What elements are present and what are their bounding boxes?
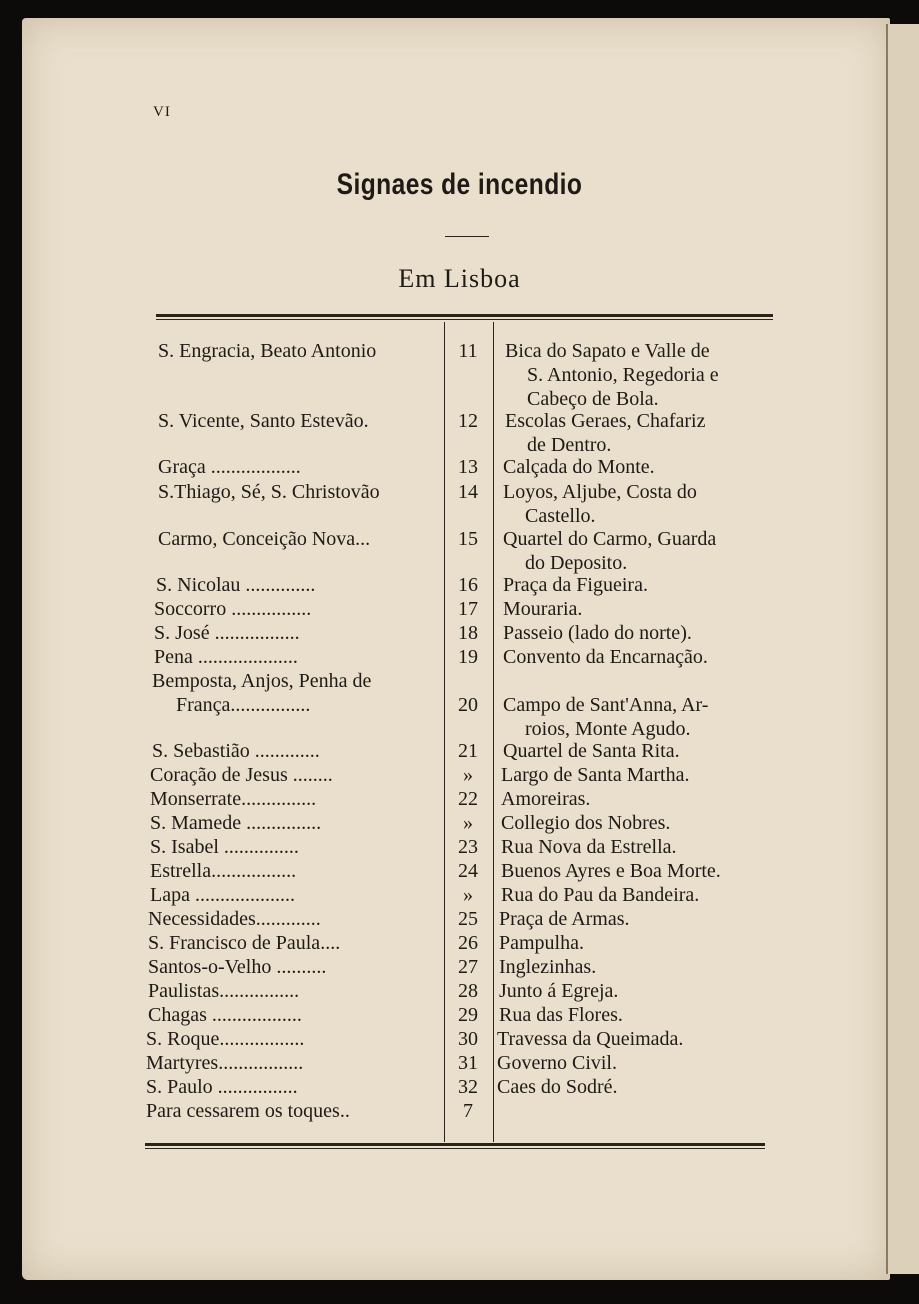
row-name: Lapa .................... bbox=[150, 884, 295, 906]
row-name: S. Isabel ............... bbox=[150, 836, 299, 858]
row-name: Bemposta, Anjos, Penha de bbox=[152, 670, 372, 692]
signal-number: 20 bbox=[458, 694, 478, 716]
signal-location: Campo de Sant'Anna, Ar- bbox=[503, 694, 709, 716]
signal-number: 25 bbox=[458, 908, 478, 930]
signal-location: do Deposito. bbox=[525, 552, 628, 574]
signal-location: Amoreiras. bbox=[501, 788, 591, 810]
row-name: S. Francisco de Paula.... bbox=[148, 932, 341, 954]
row-name: Necessidades............. bbox=[148, 908, 321, 930]
table-top-rule-thin bbox=[156, 319, 773, 320]
row-name: Coração de Jesus ........ bbox=[150, 764, 333, 786]
signal-location: Quartel do Carmo, Guarda bbox=[503, 528, 717, 550]
signal-location: Caes do Sodré. bbox=[497, 1076, 618, 1098]
row-name: S. Paulo ................ bbox=[146, 1076, 298, 1098]
signal-number: 23 bbox=[458, 836, 478, 858]
row-name: S. Sebastião ............. bbox=[152, 740, 320, 762]
signal-location: Rua do Pau da Bandeira. bbox=[501, 884, 700, 906]
signal-number: 13 bbox=[458, 456, 478, 478]
signal-location: Junto á Egreja. bbox=[499, 980, 619, 1002]
signal-location: Mouraria. bbox=[503, 598, 583, 620]
signal-location: Calçada do Monte. bbox=[503, 456, 655, 478]
signal-location: Convento da Encarnação. bbox=[503, 646, 708, 668]
page-subtitle: Em Lisboa bbox=[398, 264, 521, 293]
signal-location: Praça de Armas. bbox=[499, 908, 630, 930]
signal-number: 28 bbox=[458, 980, 478, 1002]
row-name: S.Thiago, Sé, S. Christovão bbox=[158, 481, 380, 503]
column-divider-left bbox=[444, 322, 445, 1142]
signal-location: Buenos Ayres e Boa Morte. bbox=[501, 860, 721, 882]
row-name: S. Roque................. bbox=[146, 1028, 305, 1050]
row-name: Pena .................... bbox=[154, 646, 298, 668]
row-name: S. Engracia, Beato Antonio bbox=[158, 340, 377, 362]
title-divider bbox=[445, 236, 489, 237]
table-bottom-rule bbox=[145, 1143, 765, 1146]
signal-location: Quartel de Santa Rita. bbox=[503, 740, 680, 762]
signal-number: 19 bbox=[458, 646, 478, 668]
page-title: Signaes de incendio bbox=[336, 168, 583, 201]
signal-number: 21 bbox=[458, 740, 478, 762]
signal-number: 32 bbox=[458, 1076, 478, 1098]
signal-location: roios, Monte Agudo. bbox=[525, 718, 691, 740]
signal-location: Passeio (lado do norte). bbox=[503, 622, 692, 644]
signal-number: 27 bbox=[458, 956, 478, 978]
signal-location: Castello. bbox=[525, 505, 596, 527]
row-name: Santos-o-Velho .......... bbox=[148, 956, 327, 978]
signal-location: S. Antonio, Regedoria e bbox=[527, 364, 719, 386]
column-divider-right bbox=[493, 322, 494, 1142]
row-name: Monserrate............... bbox=[150, 788, 317, 810]
signal-location: Rua das Flores. bbox=[499, 1004, 623, 1026]
signal-number: 12 bbox=[458, 410, 478, 432]
row-name: Chagas .................. bbox=[148, 1004, 302, 1026]
signal-number: 22 bbox=[458, 788, 478, 810]
signal-number: » bbox=[463, 764, 473, 786]
signal-number: 26 bbox=[458, 932, 478, 954]
signal-number: 29 bbox=[458, 1004, 478, 1026]
signal-location: Largo de Santa Martha. bbox=[501, 764, 690, 786]
signal-location: Pampulha. bbox=[499, 932, 584, 954]
row-name-continuation: França................ bbox=[176, 694, 311, 716]
signal-number: 7 bbox=[463, 1100, 473, 1122]
signal-location: Collegio dos Nobres. bbox=[501, 812, 671, 834]
row-name: Para cessarem os toques.. bbox=[146, 1100, 350, 1122]
signal-number: 11 bbox=[458, 340, 478, 362]
signal-location: Escolas Geraes, Chafariz bbox=[505, 410, 706, 432]
signal-location: Rua Nova da Estrella. bbox=[501, 836, 677, 858]
signal-location: Governo Civil. bbox=[497, 1052, 617, 1074]
row-name: S. Vicente, Santo Estevão. bbox=[158, 410, 369, 432]
row-name: S. Nicolau .............. bbox=[156, 574, 316, 596]
row-name: Paulistas................ bbox=[148, 980, 300, 1002]
signal-number: » bbox=[463, 884, 473, 906]
signal-location: de Dentro. bbox=[527, 434, 612, 456]
signal-location: Bica do Sapato e Valle de bbox=[505, 340, 710, 362]
page-number: VI bbox=[153, 104, 171, 120]
row-name: Estrella................. bbox=[150, 860, 297, 882]
signal-number: 17 bbox=[458, 598, 478, 620]
table-top-rule bbox=[156, 314, 773, 317]
row-name: Soccorro ................ bbox=[154, 598, 312, 620]
row-name: S. José ................. bbox=[154, 622, 300, 644]
next-page-edge bbox=[886, 24, 919, 1274]
signal-location: Praça da Figueira. bbox=[503, 574, 648, 596]
signal-number: 31 bbox=[458, 1052, 478, 1074]
row-name: Carmo, Conceição Nova... bbox=[158, 528, 371, 550]
table-bottom-rule-thin bbox=[145, 1148, 765, 1149]
signal-number: 30 bbox=[458, 1028, 478, 1050]
signal-location: Inglezinhas. bbox=[499, 956, 597, 978]
signal-number: 24 bbox=[458, 860, 478, 882]
signal-location: Loyos, Aljube, Costa do bbox=[503, 481, 697, 503]
signal-number: 16 bbox=[458, 574, 478, 596]
signal-number: » bbox=[463, 812, 473, 834]
signal-number: 18 bbox=[458, 622, 478, 644]
signal-location: Travessa da Queimada. bbox=[497, 1028, 684, 1050]
signal-number: 14 bbox=[458, 481, 478, 503]
row-name: Martyres................. bbox=[146, 1052, 304, 1074]
row-name: S. Mamede ............... bbox=[150, 812, 322, 834]
row-name: Graça .................. bbox=[158, 456, 301, 478]
signal-number: 15 bbox=[458, 528, 478, 550]
signal-location: Cabeço de Bola. bbox=[527, 388, 659, 410]
